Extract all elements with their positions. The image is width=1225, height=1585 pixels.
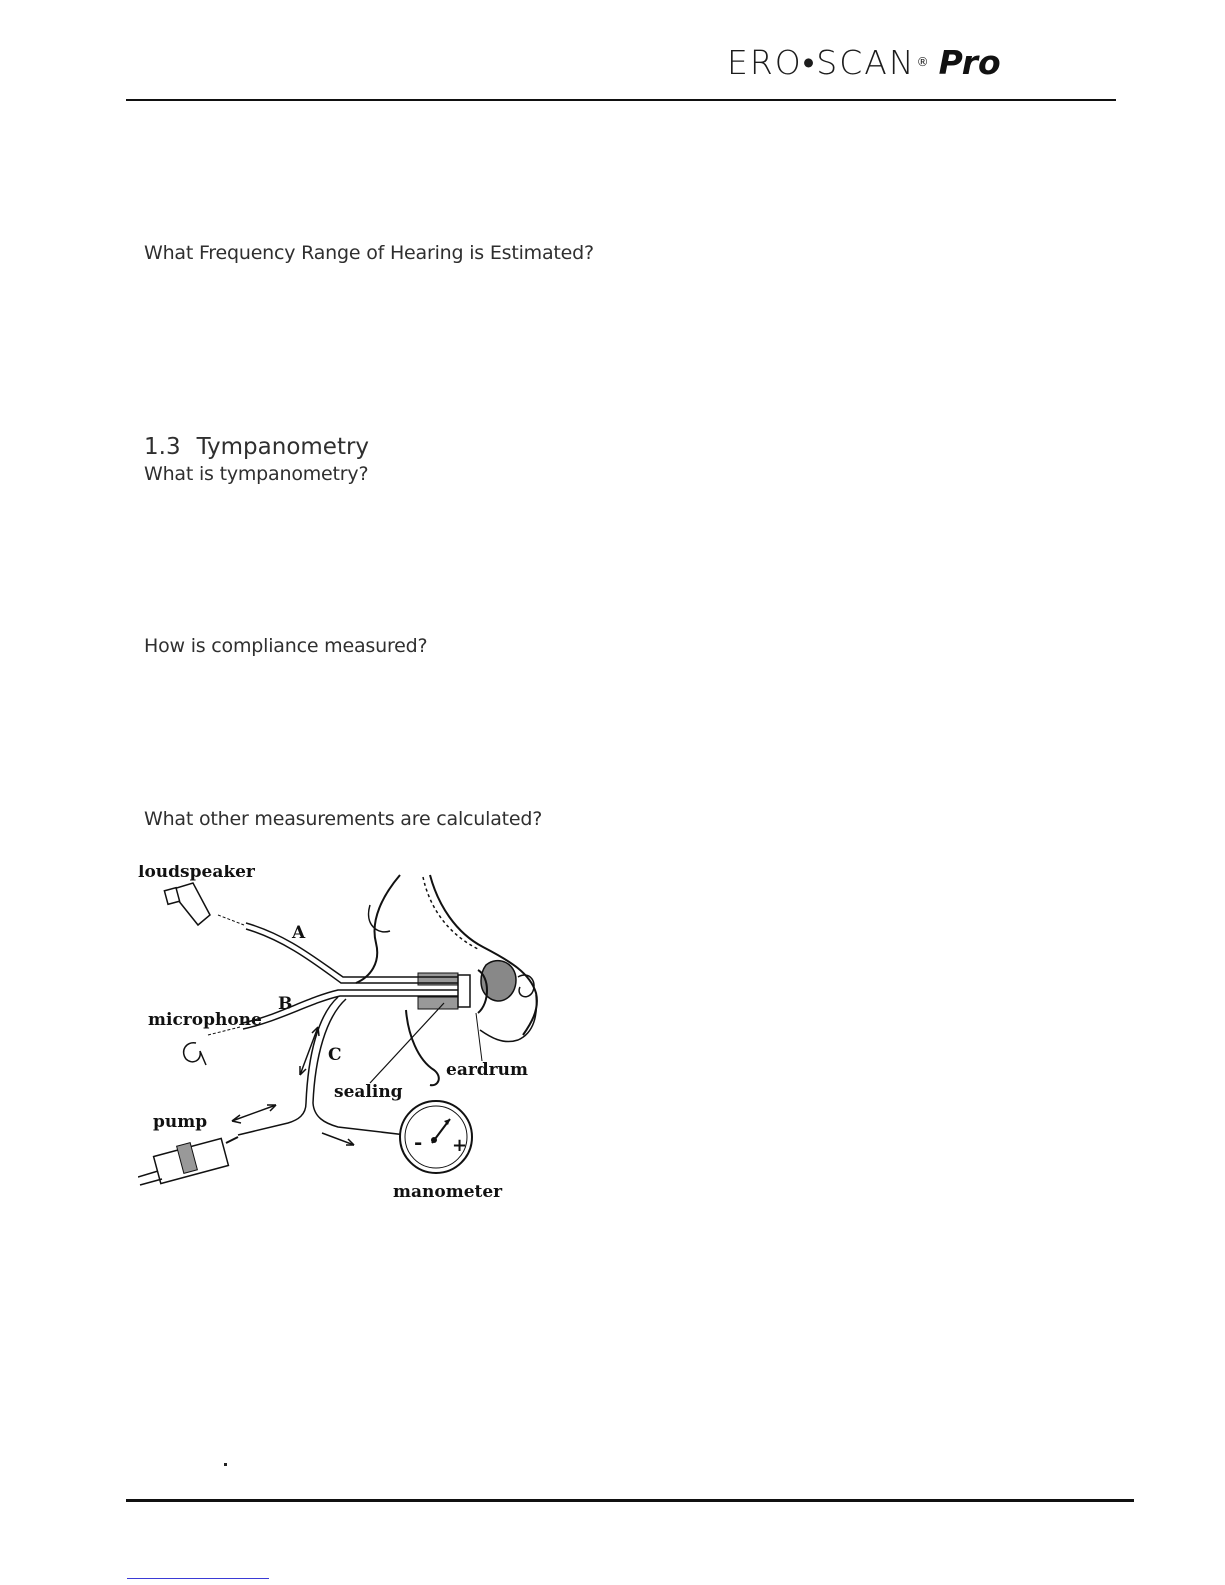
stray-mark — [224, 1463, 227, 1466]
section-title-text: Tympanometry — [196, 434, 370, 460]
logo-pro-text: Pro — [938, 42, 1001, 82]
pump-icon — [138, 1137, 238, 1185]
label-manometer: manometer — [393, 1182, 503, 1202]
section-number: 1.3 — [144, 434, 181, 460]
heading-what-is-tympanometry: What is tympanometry? — [144, 463, 369, 485]
footer-rule — [126, 1499, 1134, 1502]
ear-outline — [356, 875, 400, 983]
tube-a — [246, 923, 458, 977]
label-loudspeaker: loudspeaker — [138, 865, 255, 882]
sealing-band-bottom — [418, 997, 458, 1009]
footer-link-underline[interactable] — [127, 1578, 269, 1579]
cochlea — [518, 975, 534, 997]
manometer-plus: + — [452, 1135, 468, 1156]
label-b: B — [278, 994, 293, 1014]
brand-logo — [727, 40, 1057, 84]
label-pump: pump — [153, 1112, 208, 1132]
heading-compliance-measured: How is compliance measured? — [144, 635, 428, 657]
jaw-outline — [480, 995, 536, 1042]
head-outline — [430, 875, 537, 1035]
registered-mark: ® — [916, 55, 929, 69]
tympanometry-diagram — [138, 865, 548, 1215]
probe-tip — [458, 975, 470, 1007]
label-sealing: sealing — [334, 1082, 403, 1102]
section-title — [144, 434, 369, 460]
heading-frequency-range: What Frequency Range of Hearing is Estimated? — [144, 242, 594, 264]
label-microphone: microphone — [148, 1010, 262, 1030]
label-eardrum: eardrum — [446, 1060, 528, 1080]
manometer-minus: - — [414, 1130, 423, 1154]
logo-text: ERO•SCAN — [727, 42, 916, 82]
label-a: A — [292, 923, 306, 943]
ear-lobe — [406, 1010, 439, 1085]
label-c: C — [328, 1045, 342, 1065]
heading-other-measurements: What other measurements are calculated? — [144, 808, 543, 830]
microphone-icon — [184, 1043, 206, 1065]
header-rule — [126, 99, 1116, 101]
